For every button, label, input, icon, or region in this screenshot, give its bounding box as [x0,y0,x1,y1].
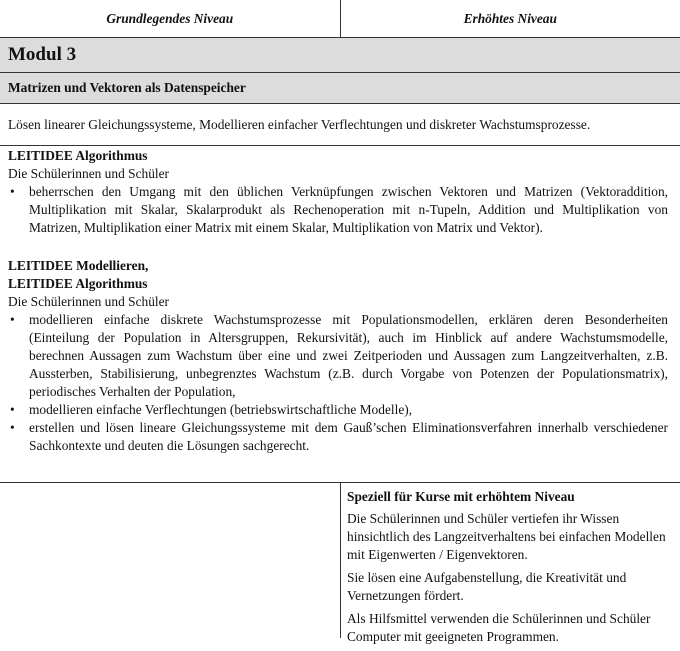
section-lead: Die Schülerinnen und Schüler [8,293,668,311]
section-heading: LEITIDEE Algorithmus [8,275,668,293]
section-lead: Die Schülerinnen und Schüler [8,165,668,183]
advanced-paragraph: Sie lösen eine Aufgabenstellung, die Kreativität und Vernetzungen fördert. [347,569,673,605]
list-item: • beherrschen den Umgang mit den üblichen Verknüpfungen zwischen Vektoren und Matrizen (Vektoraddition, Multiplikation mit Skalar, Skalarprodukt als Rechenoperation mit n-Tupeln, Addition und Multiplikation von Matrizen, Multiplikation einer Matrix mit einem Skalar, Multiplikation von Matrix und Vektor). [8,183,668,237]
list-item: • modellieren einfache diskrete Wachstumsprozesse mit Populationsmodellen, erklären deren Besonderheiten (Einteilung der Population in Altersgruppen, Rekursivität), auch im Hinblick auf andere Wachstumsmodelle, berechnen Aussagen zum Wachstum über eine und zwei Zeitperioden und Aussagen zum Langzeitverhalten, z.B. Aussterben, Stabilisierung, unbegrenztes Wachstum (z.B. durch Vorgabe von Potenzen der Populationsmatrix), periodisches Verhalten der Population, [8,311,668,401]
section-heading: LEITIDEE Algorithmus [8,147,668,165]
section-heading: LEITIDEE Modellieren, [8,257,668,275]
module-intro: Lösen linearer Gleichungssysteme, Modellieren einfacher Verflechtungen und diskreter Wachstumsprozesse. [0,104,680,146]
advanced-heading: Speziell für Kurse mit erhöhtem Niveau [347,488,673,506]
list-item: • modellieren einfache Verflechtungen (betriebswirtschaftliche Modelle), [8,401,668,419]
list-item: • erstellen und lösen lineare Gleichungssysteme mit dem Gauß’schen Eliminationsverfahren innerhalb verschiedener Sachkontexte und deuten die Lösungen sachgerecht. [8,419,668,455]
module-banner [0,38,680,104]
module-subtitle: Matrizen und Vektoren als Datenspeicher [0,72,680,97]
module-title: Modul 3 [8,42,76,68]
advanced-paragraph: Als Hilfsmittel verwenden die Schülerinnen und Schüler Computer mit geeigneten Programmen. [347,610,673,646]
bullet-list [8,311,668,455]
section-algorithmus [8,147,668,237]
bullet-list [8,183,668,237]
column-header-advanced-level: Erhöhtes Niveau [340,0,680,37]
section-modellieren-algorithmus [8,257,668,455]
advanced-paragraph: Die Schülerinnen und Schüler vertiefen ihr Wissen hinsichtlich des Langzeitverhaltens bei einfachen Modellen mit Eigenwerten / Eigenvektoren. [347,510,673,564]
advanced-level-box [347,488,673,651]
table-header [0,0,680,38]
column-header-basic-level: Grundlegendes Niveau [0,0,340,37]
main-content [8,147,668,455]
column-divider [340,482,341,638]
